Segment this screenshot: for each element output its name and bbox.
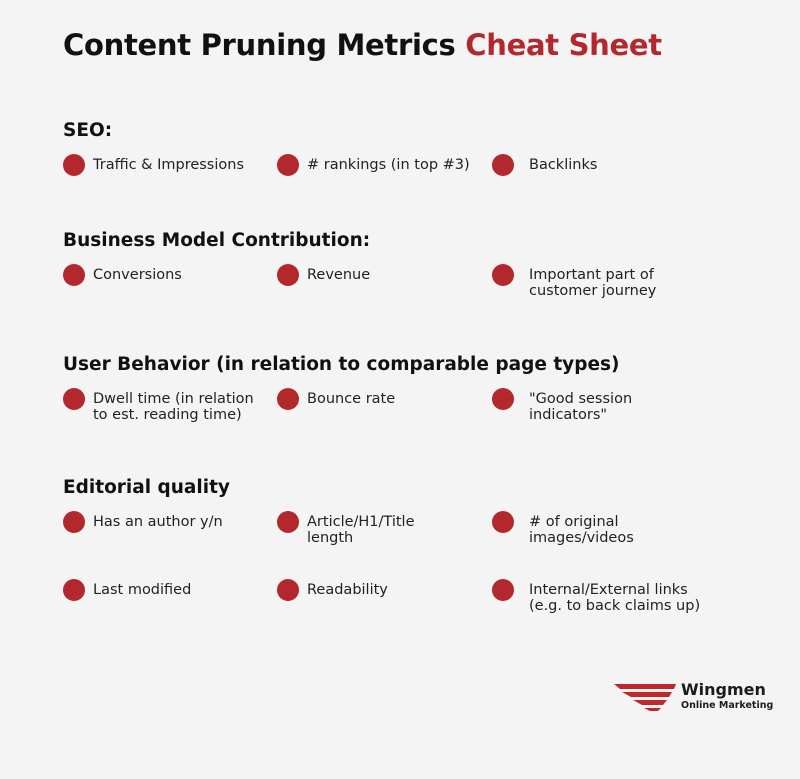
- metric-row: [63, 391, 763, 431]
- metric-label: Traffic & Impressions: [93, 157, 245, 173]
- bullet-dot-icon: [63, 264, 85, 286]
- metric-label-line: Internal/External links: [529, 582, 688, 598]
- metric-row: [63, 582, 763, 622]
- metric-label: # rankings (in top #3): [307, 157, 470, 173]
- metric-item: [63, 514, 223, 533]
- section-heading-seo: SEO:: [63, 120, 113, 141]
- wingmen-logo: [614, 680, 774, 714]
- metric-label: Backlinks: [529, 157, 598, 173]
- metric-label: Bounce rate: [307, 391, 396, 407]
- bullet-dot-icon: [492, 154, 514, 176]
- metric-row: [63, 514, 763, 554]
- metric-item: [277, 514, 415, 546]
- metric-label: [93, 391, 254, 423]
- metric-label-line: images/videos: [529, 530, 634, 546]
- logo-tagline: Online Marketing: [681, 700, 774, 711]
- section-heading-user-behavior: User Behavior (in relation to comparable page types): [63, 354, 620, 375]
- metric-item: [492, 582, 700, 614]
- bullet-dot-icon: [277, 388, 299, 410]
- section-business-model: [63, 230, 763, 307]
- metric-label: Has an author y/n: [93, 514, 223, 530]
- metric-label: Revenue: [307, 267, 371, 283]
- bullet-dot-icon: [277, 511, 299, 533]
- bullet-dot-icon: [277, 264, 299, 286]
- logo-brand-name: Wingmen: [681, 680, 766, 699]
- metric-item: [63, 582, 191, 601]
- metric-row: [63, 157, 763, 197]
- metric-label-line: "Good session: [529, 391, 633, 407]
- bullet-dot-icon: [277, 154, 299, 176]
- metric-item: [63, 267, 182, 286]
- metric-label-line: (e.g. to back claims up): [529, 598, 701, 614]
- section-heading-business-model: Business Model Contribution:: [63, 230, 371, 251]
- metric-label-line: customer journey: [529, 283, 657, 299]
- metric-label-line: Article/H1/Title: [307, 514, 415, 530]
- metric-item: [63, 391, 254, 423]
- metric-label: Readability: [307, 582, 388, 598]
- metric-item: [277, 157, 470, 176]
- metric-item: [277, 267, 370, 286]
- bullet-dot-icon: [63, 511, 85, 533]
- metric-label: Conversions: [93, 267, 182, 283]
- bullet-dot-icon: [63, 154, 85, 176]
- title-main: Content Pruning Metrics: [63, 28, 456, 62]
- metric-label-line: Important part of: [529, 267, 654, 283]
- bullet-dot-icon: [277, 579, 299, 601]
- page-title: [63, 28, 662, 62]
- metric-item: [277, 582, 388, 601]
- bullet-dot-icon: [492, 579, 514, 601]
- metric-row: [63, 267, 763, 307]
- bullet-dot-icon: [492, 388, 514, 410]
- metric-item: [277, 391, 395, 410]
- metric-item: [492, 514, 634, 546]
- section-seo: [63, 120, 763, 197]
- metric-label: [529, 582, 700, 614]
- metric-label: [307, 514, 415, 546]
- title-accent: Cheat Sheet: [465, 28, 662, 62]
- section-user-behavior: [63, 354, 763, 431]
- metric-item: [492, 267, 656, 299]
- metric-label-line: to est. reading time): [93, 407, 242, 423]
- metric-label-line: length: [307, 530, 354, 546]
- metric-item: [492, 391, 632, 423]
- section-heading-editorial-quality: Editorial quality: [63, 477, 230, 498]
- metric-label-line: indicators": [529, 407, 608, 423]
- metric-label: [529, 514, 634, 546]
- metric-label-line: # of original: [529, 514, 619, 530]
- metric-label: Last modified: [93, 582, 192, 598]
- bullet-dot-icon: [492, 264, 514, 286]
- bullet-dot-icon: [492, 511, 514, 533]
- section-editorial-quality: [63, 477, 763, 622]
- metric-label: [529, 267, 656, 299]
- metric-label-line: Dwell time (in relation: [93, 391, 254, 407]
- metric-label: [529, 391, 632, 423]
- bullet-dot-icon: [63, 579, 85, 601]
- metric-item: [492, 157, 597, 176]
- bullet-dot-icon: [63, 388, 85, 410]
- wing-stripes-icon: [614, 682, 678, 712]
- metric-item: [63, 157, 244, 176]
